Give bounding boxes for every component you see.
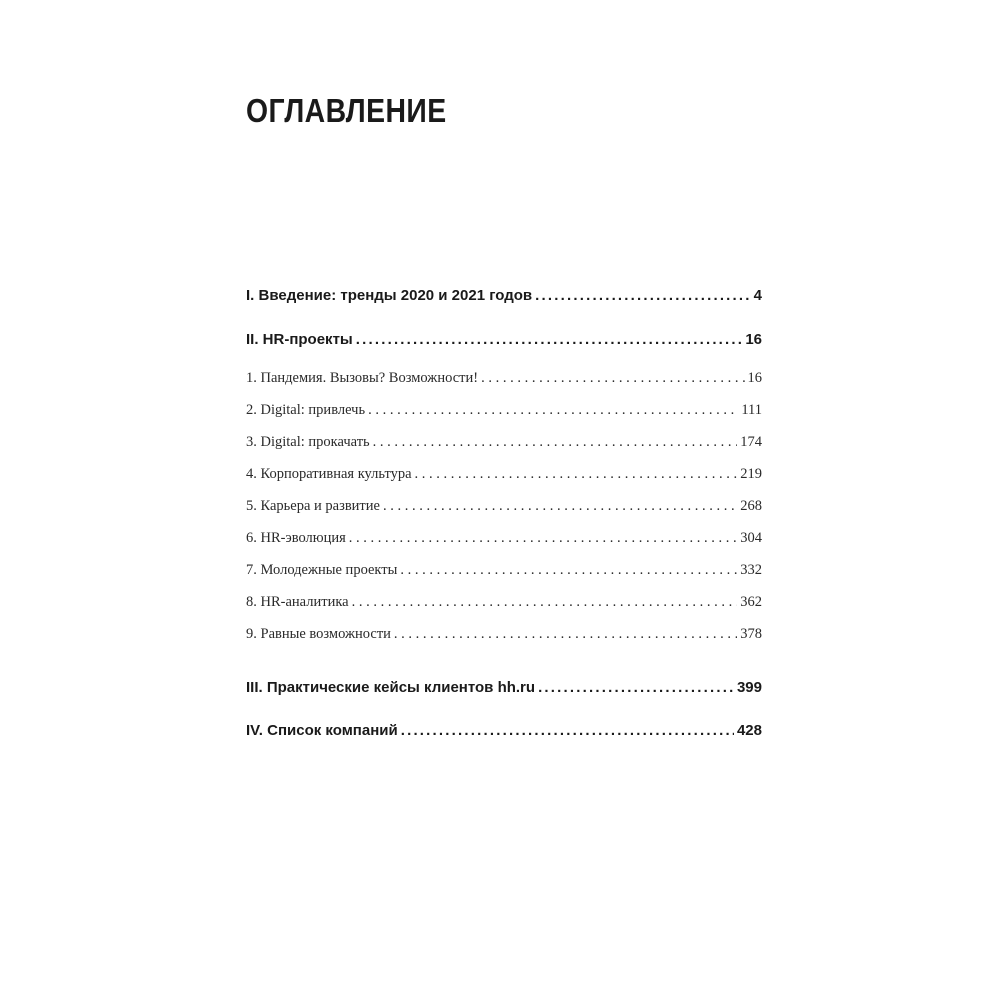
toc-chapter-label: 9. Равные возможности <box>246 626 391 642</box>
toc-page-number: 16 <box>745 331 762 348</box>
toc-chapter-label: 1. Пандемия. Вызовы? Возможности! <box>246 370 479 386</box>
dot-leader <box>401 722 734 739</box>
toc-part-label: III. Практические кейсы клиентов hh.ru <box>246 679 536 696</box>
toc-part-3 <box>246 679 762 696</box>
toc-part-4 <box>246 722 762 739</box>
toc-page-number: 378 <box>740 626 762 642</box>
dot-leader <box>535 287 751 304</box>
dot-leader <box>349 530 737 547</box>
toc-part-1 <box>246 287 762 304</box>
toc-page-number: 362 <box>740 594 762 610</box>
dot-leader <box>368 402 738 419</box>
toc-chapter-5 <box>246 498 762 515</box>
toc-chapter-1 <box>246 370 762 387</box>
toc-page-number: 219 <box>740 466 762 482</box>
toc-page-number: 399 <box>736 679 762 696</box>
toc-chapter-label: 5. Карьера и развитие <box>246 498 380 514</box>
toc-page-number: 268 <box>740 498 762 514</box>
toc-part-2 <box>246 331 762 348</box>
toc-chapter-label: 8. HR-аналитика <box>246 594 349 610</box>
page-title: ОГЛАВЛЕНИЕ <box>246 92 447 129</box>
dot-leader <box>481 370 744 387</box>
toc-chapter-label: 2. Digital: привлечь <box>246 402 366 418</box>
toc-page-number: 332 <box>740 562 762 578</box>
toc-chapter-7 <box>246 562 762 579</box>
dot-leader <box>352 594 738 611</box>
toc-chapter-2 <box>246 402 762 419</box>
toc-chapter-label: 7. Молодежные проекты <box>246 562 398 578</box>
toc-page-number: 174 <box>740 434 762 450</box>
dot-leader <box>415 466 738 483</box>
toc-chapter-label: 4. Корпоративная культура <box>246 466 412 482</box>
toc-page-number: 111 <box>741 402 762 418</box>
toc-part-label: IV. Список компаний <box>246 722 398 739</box>
toc-page-number: 304 <box>740 530 762 546</box>
toc-page-number: 428 <box>736 722 762 739</box>
dot-leader <box>538 679 734 696</box>
toc-part-label: I. Введение: тренды 2020 и 2021 годов <box>246 287 533 304</box>
dot-leader <box>400 562 737 579</box>
toc-chapter-6 <box>246 530 762 547</box>
toc-chapter-label: 6. HR-эволюция <box>246 530 346 546</box>
toc-page-number: 4 <box>753 287 762 304</box>
dot-leader <box>356 331 743 348</box>
dot-leader <box>394 626 737 643</box>
toc-chapter-label: 3. Digital: прокачать <box>246 434 370 450</box>
toc-chapter-4 <box>246 466 762 483</box>
dot-leader <box>383 498 737 515</box>
dot-leader <box>373 434 738 451</box>
toc-chapter-9 <box>246 626 762 643</box>
toc-chapter-8 <box>246 594 762 611</box>
toc-part-label: II. HR-проекты <box>246 331 353 348</box>
toc-chapter-3 <box>246 434 762 451</box>
toc-page-number: 16 <box>747 370 762 386</box>
